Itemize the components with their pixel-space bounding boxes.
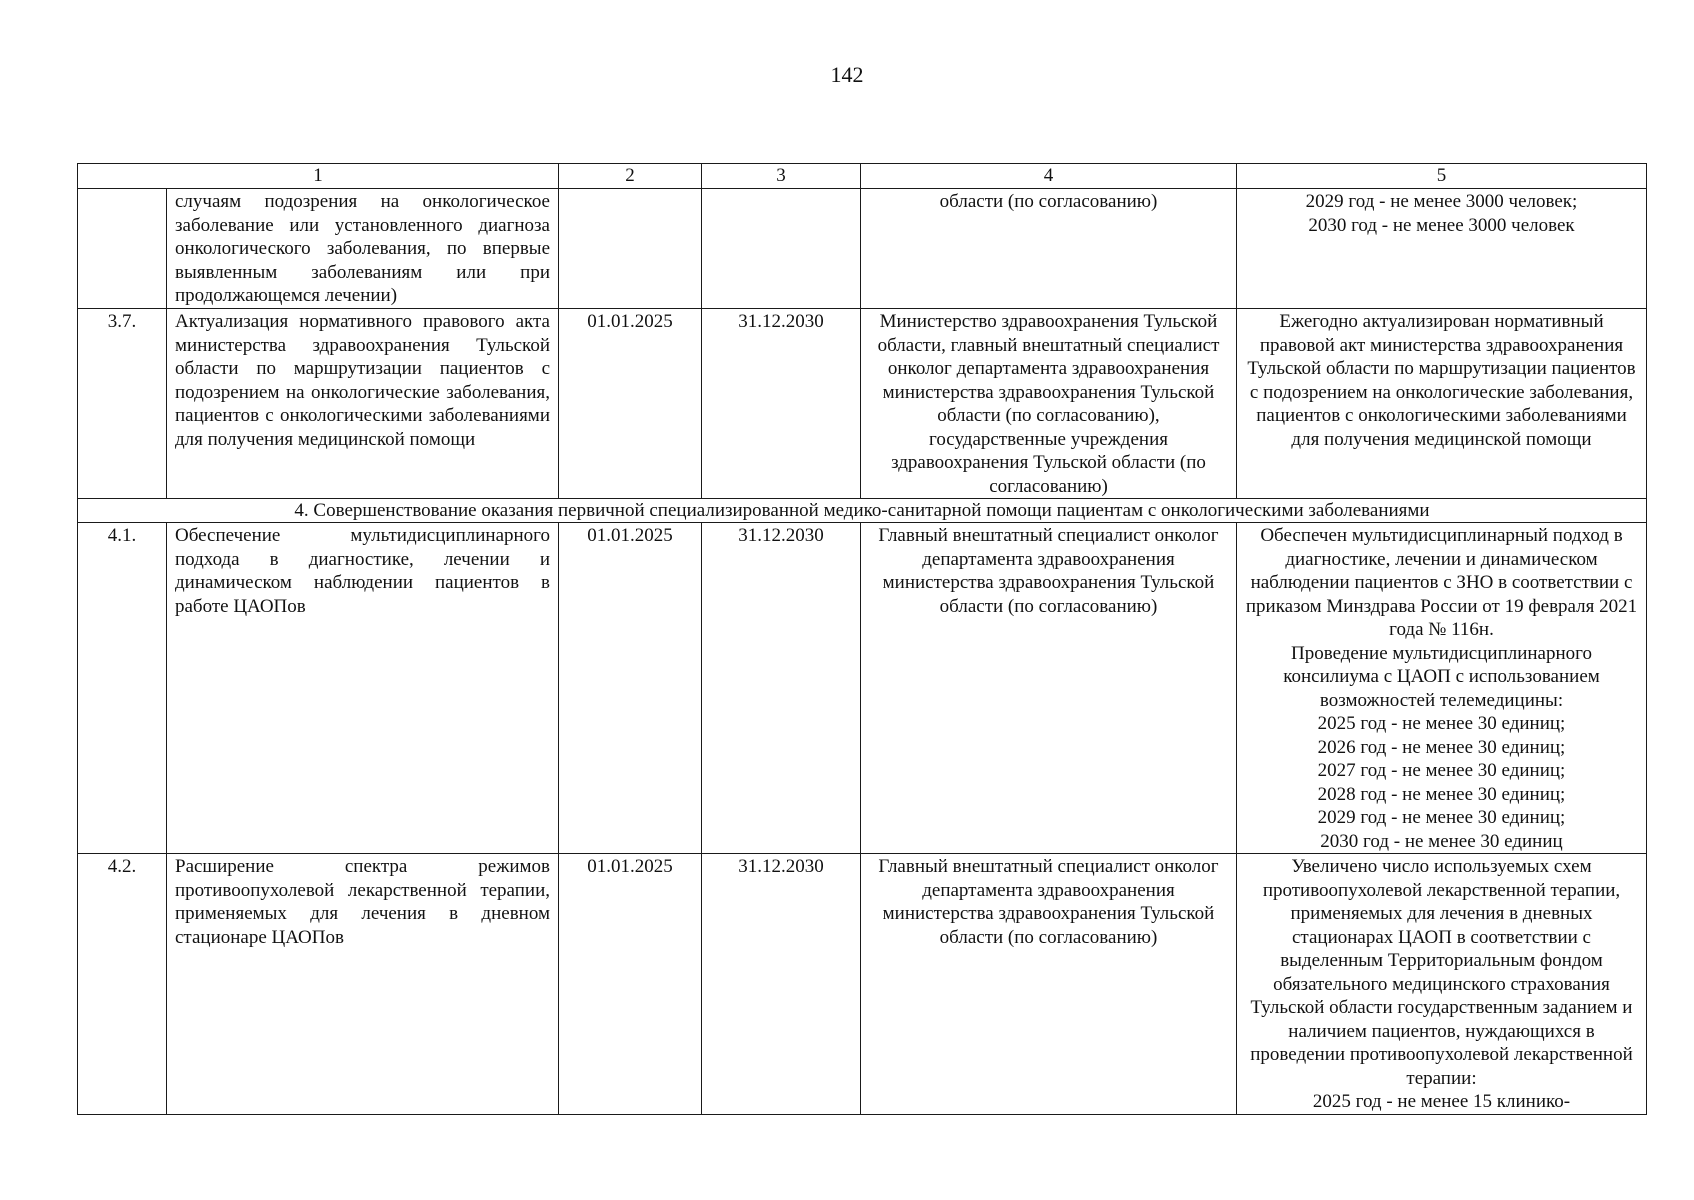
activity-name: Расширение спектра режимов противоопухолевой лекарственной терапии, применяемых для лечения в дневном стационаре ЦАОПов — [167, 854, 559, 1115]
row-number: 3.7. — [78, 309, 167, 499]
table-row-4-1 — [78, 523, 1647, 854]
result — [1237, 854, 1647, 1115]
table-row-3-7 — [78, 309, 1647, 499]
header-col-3: 3 — [702, 164, 861, 189]
header-col-1: 1 — [78, 164, 559, 189]
result-line: 2030 год - не менее 3000 человек — [1308, 214, 1575, 236]
responsible: Главный внештатный специалист онколог департамента здравоохранения министерства здравоохранения Тульской области (по согласованию) — [861, 523, 1237, 854]
responsible: Главный внештатный специалист онколог департамента здравоохранения министерства здравоохранения Тульской области (по согласованию) — [861, 854, 1237, 1115]
start-date: 01.01.2025 — [559, 523, 702, 854]
table-row-4-2 — [78, 854, 1647, 1115]
result — [1237, 189, 1647, 309]
result-line: Обеспечен мультидисциплинарный подход в диагностике, лечении и динамическом наблюдении пациентов с ЗНО в соответствии с приказом Минздрава России от 19 февраля 2021 года № 116н. — [1245, 525, 1638, 640]
responsible: области (по согласованию) — [861, 189, 1237, 309]
end-date: 31.12.2030 — [702, 854, 861, 1115]
result — [1237, 523, 1647, 854]
activity-name: Обеспечение мультидисциплинарного подхода в диагностике, лечении и динамическом наблюдении пациентов в работе ЦАОПов — [167, 523, 559, 854]
table-row-continuation — [78, 189, 1647, 309]
result-line: 2029 год - не менее 30 единиц; — [1317, 807, 1566, 828]
result-line: 2026 год - не менее 30 единиц; — [1317, 736, 1566, 758]
plan-table — [77, 163, 1647, 1115]
header-col-4: 4 — [861, 164, 1237, 189]
page-number: 142 — [830, 62, 864, 87]
header-col-2: 2 — [559, 164, 702, 189]
result-line: 2028 год - не менее 30 единиц; — [1317, 783, 1566, 805]
end-date: 31.12.2030 — [702, 309, 861, 499]
result-line: Увеличено число используемых схем противоопухолевой лекарственной терапии, применяемых для лечения в дневных стационарах ЦАОП в соответствии с выделенным Территориальным фондом обязательного медицинского страхования Тульской области государственным заданием и наличием пациентов, нуждающихся в проведении противоопухолевой лекарственной терапии: — [1250, 856, 1633, 1089]
result-line: 2030 год - не менее 30 единиц — [1320, 830, 1563, 852]
result: Ежегодно актуализирован нормативный правовой акт министерства здравоохранения Тульской области по маршрутизации пациентов с подозрением на онкологические заболевания, пациентов с онкологическими заболеваниями для получения медицинской помощи — [1237, 309, 1647, 499]
start-date — [559, 189, 702, 309]
header-col-5: 5 — [1237, 164, 1647, 189]
responsible: Министерство здравоохранения Тульской области, главный внештатный специалист онколог департамента здравоохранения министерства здравоохранения Тульской области (по согласованию), государственные учреждения здравоохранения Тульской области (по согласованию) — [861, 309, 1237, 499]
start-date: 01.01.2025 — [559, 854, 702, 1115]
section-title: 4. Совершенствование оказания первичной специализированной медико-санитарной помощи пациентам с онкологическими заболеваниями — [78, 499, 1647, 523]
row-number: 4.2. — [78, 854, 167, 1115]
start-date: 01.01.2025 — [559, 309, 702, 499]
end-date — [702, 189, 861, 309]
result-line: 2025 год - не менее 15 клинико- — [1312, 1091, 1571, 1112]
result-line: 2027 год - не менее 30 единиц; — [1317, 760, 1566, 781]
section-row-4 — [78, 499, 1647, 523]
row-number: 4.1. — [78, 523, 167, 854]
activity-name: Актуализация нормативного правового акта министерства здравоохранения Тульской области по маршрутизации пациентов с подозрением на онкологические заболевания, пациентов с онкологическими заболеваниями для получения медицинской помощи — [167, 309, 559, 499]
result-line: 2025 год - не менее 30 единиц; — [1317, 713, 1566, 734]
result-line: Проведение мультидисциплинарного консилиума с ЦАОП с использованием возможностей телемедицины: — [1283, 642, 1600, 711]
table-header-row — [78, 164, 1647, 189]
activity-name: случаям подозрения на онкологическое заболевание или установленного диагноза онкологического заболевания, по впервые выявленным заболеваниям или при продолжающемся лечении) — [167, 189, 559, 309]
result-line: 2029 год - не менее 3000 человек; — [1305, 191, 1578, 212]
end-date: 31.12.2030 — [702, 523, 861, 854]
row-number — [78, 189, 167, 309]
